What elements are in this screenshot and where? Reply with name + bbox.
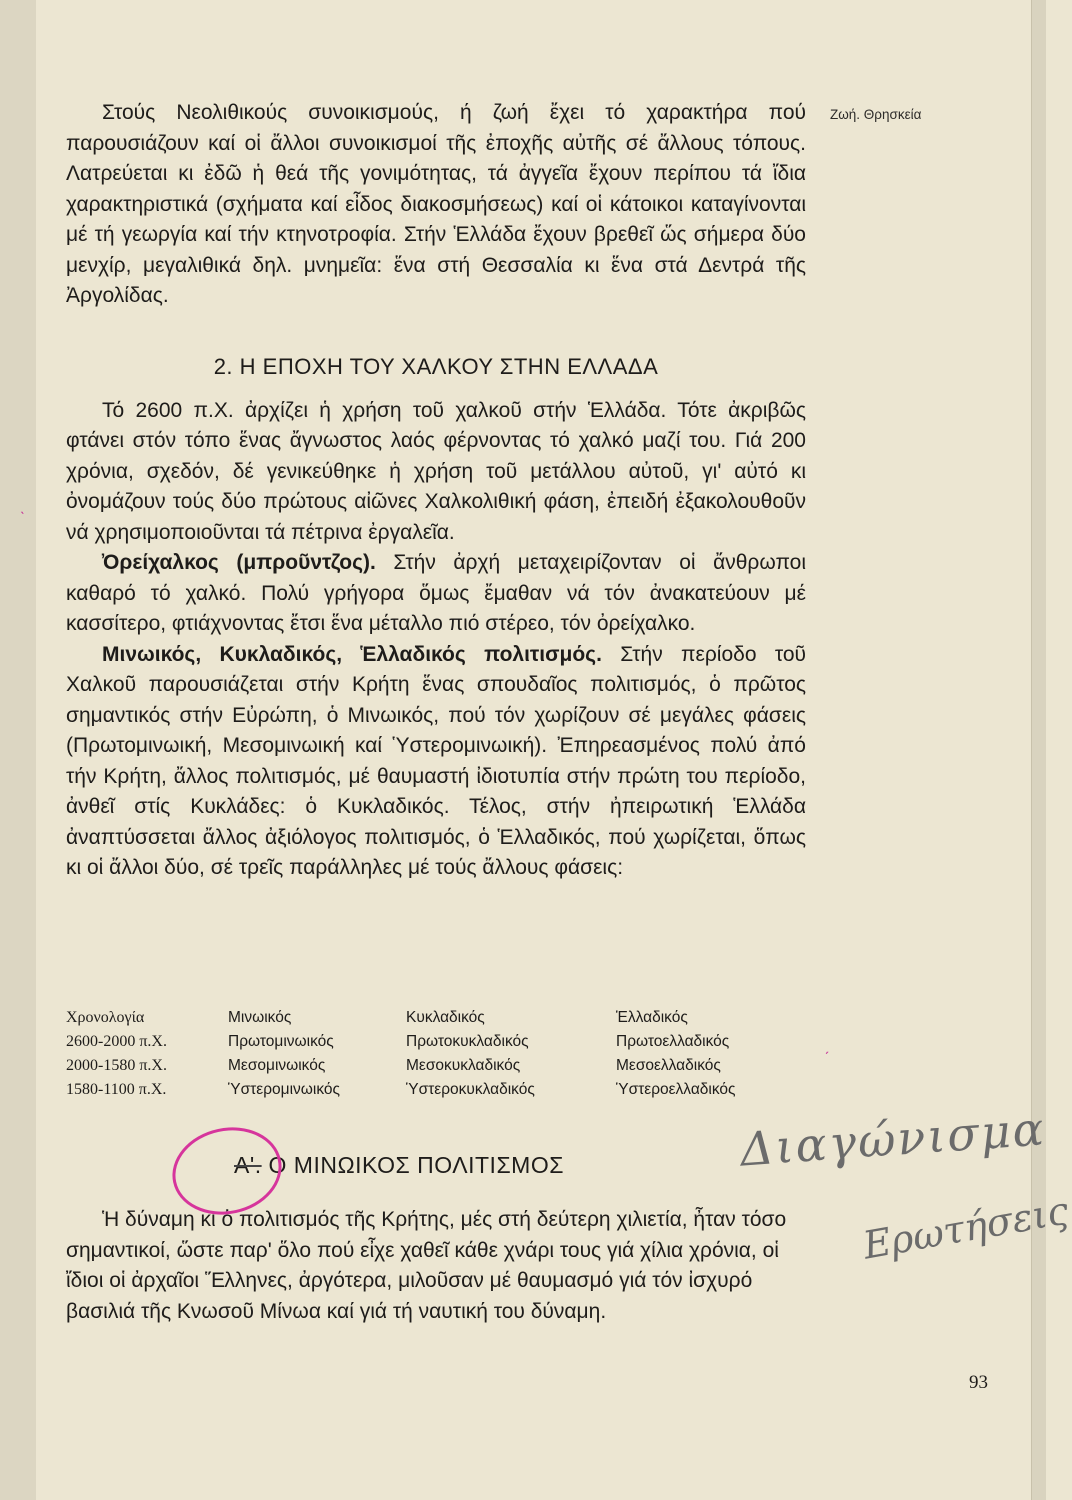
pen-mark-icon: ˎ [20,498,26,515]
header-helladic: Ἑλλαδικός [616,1009,688,1026]
paragraph-copper-age: Τό 2600 π.Χ. ἀρχίζει ἡ χρήση τοῦ χαλκοῦ στήν Ἑλλάδα. Τότε ἀκριβῶς φτάνει στόν τόπο ἕνας ἄγνωστος λαός φέρνοντας τό χαλκό μαζί του. Γιά 200 χρόνια, σχεδόν, δέ γενικεύθηκε ἡ χρήση τοῦ μετάλλου αὐτοῦ, γι' αὐτό κι ὀνομάζουν τούς δύο πρώτους αἰῶνες Χαλκολιθική φάση, ἐπειδή ἐξακολουθοῦν νά χρησιμοποιοῦνται τά πέτρινα ἐργαλεῖα. [66,398,806,544]
section-a-label: Α'. [234,1152,262,1178]
table-cell: Ὑστερομινωικός [228,1081,340,1098]
table-cell: 1580-1100 π.Χ. [66,1081,167,1098]
table-row [66,1054,806,1078]
page-number: 93 [969,1372,988,1393]
chronology-header-row [66,1006,806,1030]
bronze-heading: Ὀρείχαλκος (μπροῦντζος). [102,551,376,574]
right-gutter [1031,0,1046,1500]
intro-paragraph: Στούς Νεολιθικούς συνοικισμούς, ή ζωή ἔχει τό χαρακτήρα πού παρουσιάζουν καί οἱ ἄλλοι συνοικισμοί τῆς ἐποχῆς αὐτῆς σέ ἄλλους τόπους. Λατρεύεται κι ἐδῶ ἡ θεά τῆς γονιμότητας, τά ἀγγεῖα ἔχουν περίπου τά ἴδια χαρακτηριστικά (σχήματα καί εἶδος διακοσμήσεως) καί οἱ κάτοικοι καταγίνονται μέ τή γεωργία καί τήν κτηνοτροφία. Στήν Ἑλλάδα ἔχουν βρεθεῖ ὥς σήμερα δύο μενχίρ, μεγαλιθικά δηλ. μνημεῖα: ἕνα στή Θεσσαλία κι ἕνα στά Δεντρά τῆς Ἀργολίδας. [66,101,806,307]
paragraph-bronze [66,548,806,640]
table-cell: 2000-1580 π.Χ. [66,1057,167,1074]
table-cell: Πρωτομινωικός [228,1033,334,1050]
civilizations-heading: Μινωικός, Κυκλαδικός, Ἑλλαδικός πολιτισμός. [102,642,602,666]
paragraph-civilizations [66,640,806,884]
header-chronology: Χρονολογία [66,1009,145,1026]
table-cell: Πρωτοελλαδικός [616,1033,730,1050]
bronze-text: Στήν ἀρχή μεταχειρίζονταν οἱ ἄνθρωποι καθαρό τό χαλκό. Πολύ γρήγορα ὅμως ἔμαθαν νά τόν ἀνακατεύουν μέ κασσίτερο, φτιάχνοντας ἔτσι ἕνα μέταλλο πιό στέρεο, τόν ὀρείχαλκο. [66,551,806,635]
section-a-paragraph: Ἡ δύναμη κι ὁ πολιτισμός τῆς Κρήτης, μές στή δεύτερη χιλιετία, ἦταν τόσο σημαντικοί, ὥστε παρ' ὅλο πού εἶχε χαθεῖ κάθε χνάρι τους γιά χίλια χρόνια, οἱ ἴδιοι οἱ ἀρχαῖοι Ἕλληνες, ἀργότερα, μιλοῦσαν μέ θαυμασμό γιά τόν ἰσχυρό βασιλιά τῆς Κνωσοῦ Μίνωα καί γιά τή ναυτική του δύναμη. [66,1208,787,1323]
table-cell: Ὑστεροελλαδικός [616,1081,736,1098]
section-a-heading: Ο ΜΙΝΩΙΚΟΣ ΠΟΛΙΤΙΣΜΟΣ [261,1152,564,1178]
table-row [66,1078,806,1102]
pen-mark-icon: ˏ [824,1038,830,1055]
header-minoan: Μινωικός [228,1009,292,1026]
table-cell: Ὑστεροκυκλαδικός [406,1081,535,1098]
section-2-title: 2. Η ΕΠΟΧΗ ΤΟΥ ΧΑΛΚΟΥ ΣΤΗΝ ΕΛΛΑΔΑ [213,353,659,379]
handwritten-note: Ερωτήσεις [859,1188,1072,1268]
table-cell: Μεσομινωικός [228,1057,326,1074]
table-cell: Πρωτοκυκλαδικός [406,1033,529,1050]
chronology-table [66,1006,806,1102]
handwritten-note: Διαγώνισμα [738,1101,1048,1177]
margin-note: Ζωή. Θρησκεία [830,107,922,122]
left-gutter [0,0,36,1500]
main-text [66,98,806,884]
table-cell: 2600-2000 π.Χ. [66,1033,167,1050]
header-cycladic: Κυκλαδικός [406,1009,485,1026]
table-row [66,1030,806,1054]
table-cell: Μεσοκυκλαδικός [406,1057,521,1074]
table-cell: Μεσοελλαδικός [616,1057,721,1074]
civilizations-text: Στήν περίοδο τοῦ Χαλκοῦ παρουσιάζεται στήν Κρήτη ἕνας σπουδαῖος πολιτισμός, ὁ πρῶτος σημαντικός στήν Εὐρώπη, ὁ Μινωικός, πού τόν χωρίζουν σέ μεγάλες φάσεις (Πρωτομινωική, Μεσομινωική καί Ὑστερομινωική). Ἐπηρεασμένος πολύ ἀπό τήν Κρήτη, ἄλλος πολιτισμός, μέ θαυμαστή ἰδιοτυπία στήν πρώτη του περίοδο, ἀνθεῖ στίς Κυκλάδες: ὁ Κυκλαδικός. Τέλος, στήν ἠπειρωτική Ἑλλάδα ἀναπτύσσεται ἄλλος ἀξιόλογος πολιτισμός, ὁ Ἑλλαδικός, πού χωρίζεται, ὅπως κι οἱ ἄλλοι δύο, σέ τρεῖς παράλληλες μέ τούς ἄλλους φάσεις: [66,642,806,879]
